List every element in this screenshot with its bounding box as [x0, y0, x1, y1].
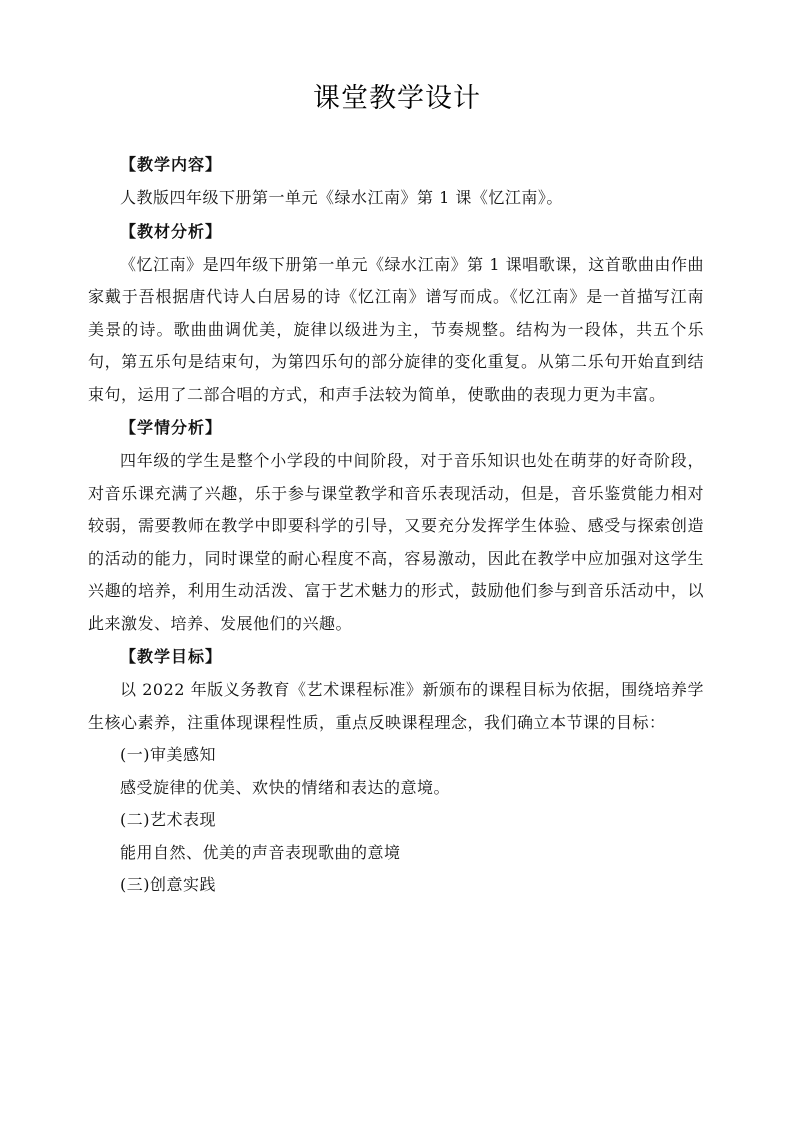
goal-item-label: (三)创意实践: [120, 875, 216, 894]
section-text-content: 人教版四年级下册第一单元《绿水江南》第 1 课《忆江南》。: [120, 188, 563, 207]
section-heading-material: 【教材分析】: [120, 221, 223, 241]
section-text-students: 四年级的学生是整个小学段的中间阶段，对于音乐知识也处在萌芽的好奇阶段，对音乐课充满了兴趣，乐于参与课堂教学和音乐表现活动，但是，音乐鉴赏能力相对较弱，需要教师在教学中即要科学的引导，又要充分发挥学生体验、感受与探索创造的活动的能力，同时课堂的耐心程度不高，容易激动，因此在教学中应加强对这学生兴趣的培养，利用生动活泼、富于艺术魅力的形式，鼓励他们参与到音乐活动中，以此来激发、培养、发展他们的兴趣。: [88, 451, 704, 633]
goal-item-label: (一)审美感知: [120, 745, 216, 764]
section-heading-goals: 【教学目标】: [120, 647, 223, 666]
section-text-material: 《忆江南》是四年级下册第一单元《绿水江南》第 1 课唱歌课，这首歌曲由作曲家戴于吾根据唐代诗人白居易的诗《忆江南》谱写而成。《忆江南》是一首描写江南美景的诗。歌曲曲调优美，旋律以级进为主，节奏规整。结构为一段体，共五个乐句，第五乐句是结束句，为第四乐句的部分旋律的变化重复。从第二乐句开始直到结束句，运用了二部合唱的方式，和声手法较为简单，使歌曲的表现力更为丰富。: [88, 254, 704, 404]
goal-item-label: (二)艺术表现: [120, 810, 216, 829]
goal-item-text: 感受旋律的优美、欢快的情绪和表达的意境。: [120, 777, 451, 797]
document-body: [88, 148, 704, 902]
goal-item-text: 能用自然、优美的声音表现歌曲的意境: [120, 842, 401, 862]
section-text-goals-intro: 以 2022 年版义务教育《艺术课程标准》新颁布的课程目标为依据，围绕培养学生核心素养，注重体现课程性质，重点反映课程理念，我们确立本节课的目标：: [88, 680, 704, 732]
section-heading-students: 【学情分析】: [120, 418, 223, 437]
page-title: 课堂教学设计: [313, 83, 481, 114]
section-heading-content: 【教学内容】: [120, 155, 223, 174]
